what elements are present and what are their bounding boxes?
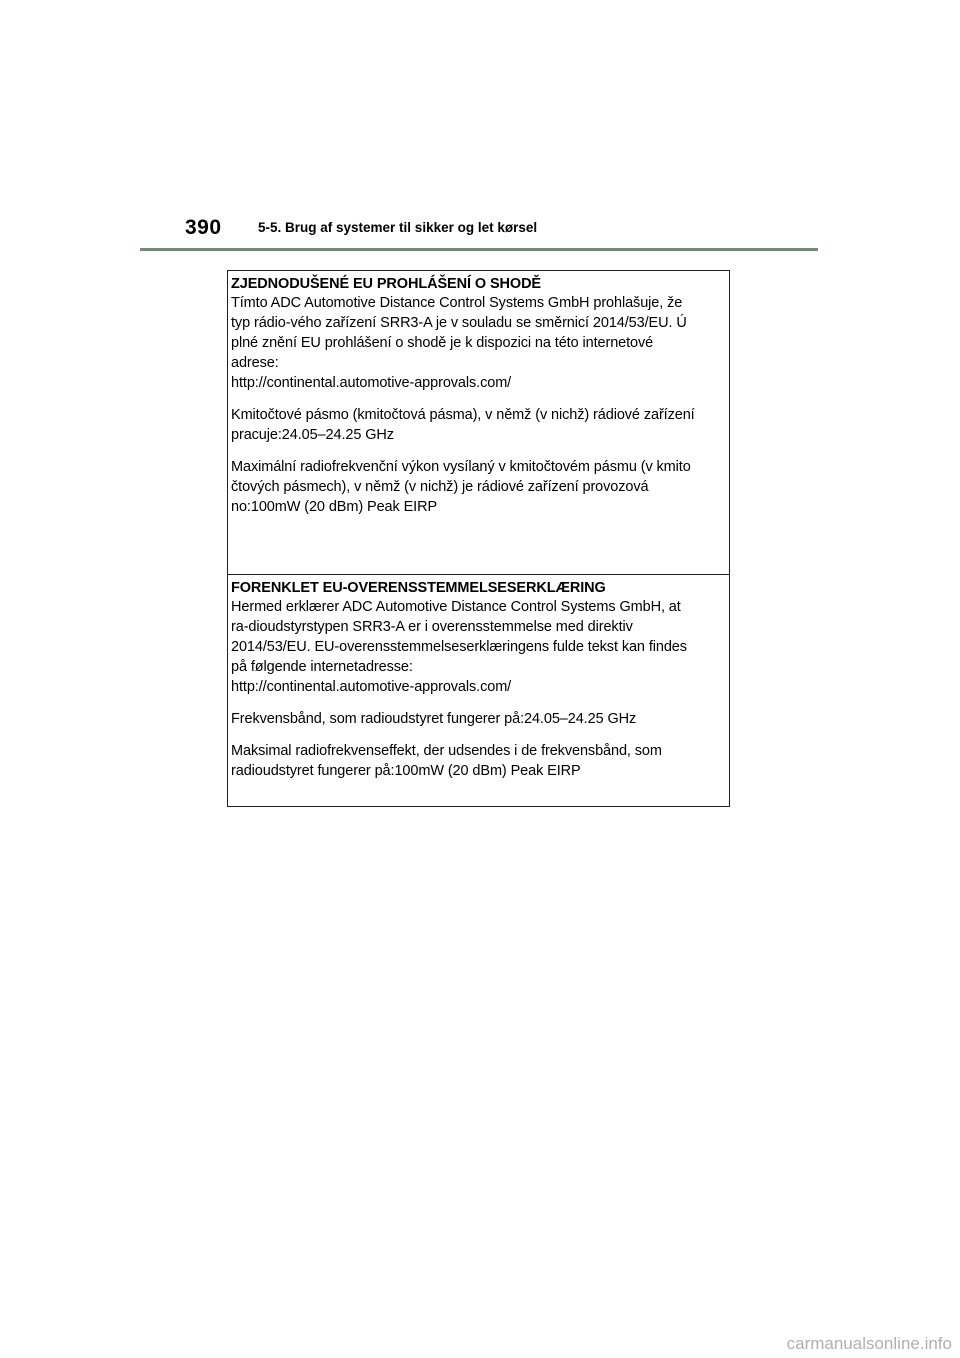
page-header (140, 214, 818, 251)
czech-declaration (228, 271, 729, 575)
danish-declaration (228, 575, 729, 808)
danish-heading: FORENKLET EU-OVERENSSTEMMELSESERKLÆRING (231, 580, 606, 596)
danish-frequency: Frekvensbånd, som radioudstyret fungerer på:24.05–24.25 GHz (231, 711, 637, 727)
czech-frequency: Kmitočtové pásmo (kmitočtová pásma), v němž (v nichž) rádiové zařízení pracuje:24.05–24.25 GHz (231, 407, 695, 443)
page-number: 390 (185, 216, 222, 239)
danish-intro: Hermed erklærer ADC Automotive Distance Control Systems GmbH, at ra-dioudstyrstypen SRR3-A er i overensstemmelse med direktiv 2014/53/EU. EU-overensstemmelseserklæringens fulde tekst kan findes på følgende internetadresse: http://continental.automotive-approvals.com/ (231, 599, 687, 695)
czech-power: Maximální radiofrekvenční výkon vysílaný v kmitočtovém pásmu (v kmito čtových pásmech), v němž (v nichž) je rádiové zařízení provozová no:100mW (20 dBm) Peak EIRP (231, 459, 691, 515)
czech-heading: ZJEDNODUŠENÉ EU PROHLÁŠENÍ O SHODĚ (231, 276, 542, 292)
czech-intro: Tímto ADC Automotive Distance Control Systems GmbH prohlašuje, že typ rádio-vého zařízení SRR3-A je v souladu se směrnicí 2014/53/EU. Ú plné znění EU prohlášení o shodě je k dispozici na této internetové adrese: http://continental.automotive-approvals.com/ (231, 295, 687, 391)
danish-power: Maksimal radiofrekvenseffekt, der udsendes i de frekvensbånd, som radioudstyret fungerer på:100mW (20 dBm) Peak EIRP (231, 743, 662, 779)
section-title: 5-5. Brug af systemer til sikker og let kørsel (258, 220, 538, 235)
footer-watermark: carmanualsonline.info (786, 1334, 952, 1353)
declaration-box (227, 270, 730, 807)
